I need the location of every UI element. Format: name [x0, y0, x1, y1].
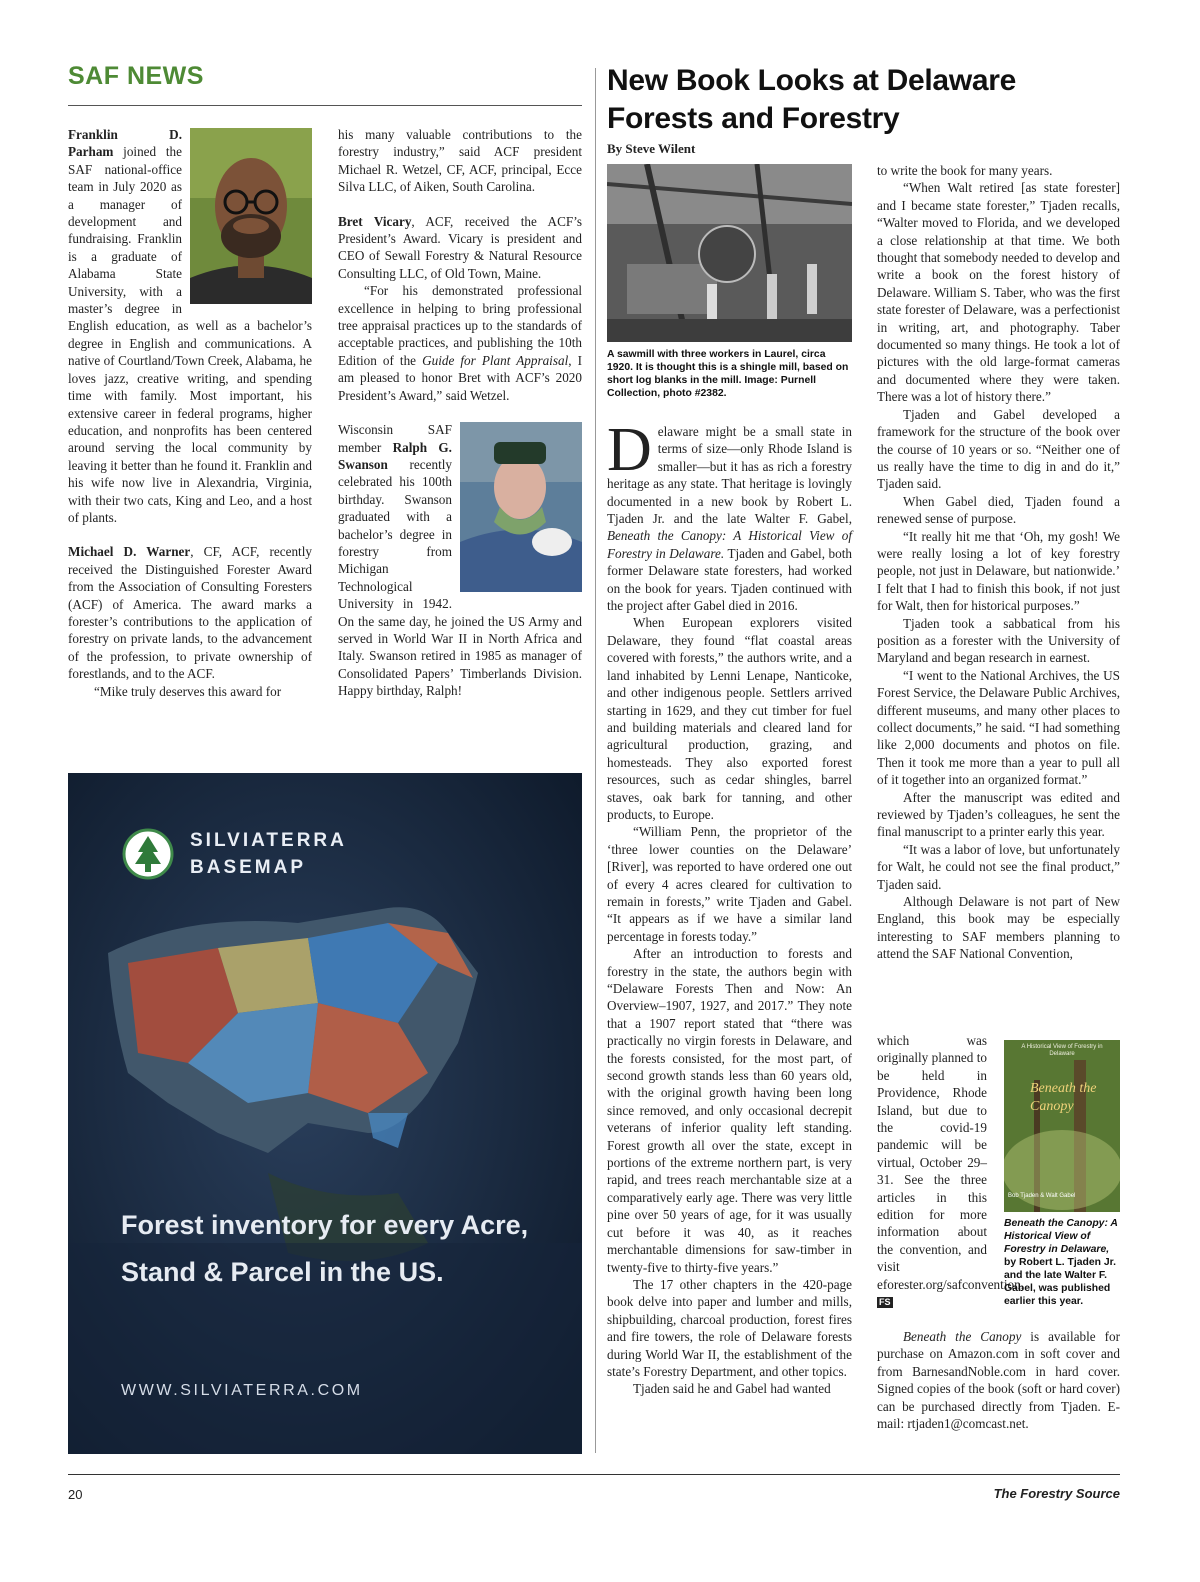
book-cover-title: Beneath the Canopy: [1030, 1081, 1097, 1114]
vicary-text: , ACF, received the ACF’s President’s Award. Vicary is president and CEO of Sewall Forestry & Natural Resource Consulting LLC, of Old Town, Maine.: [338, 213, 582, 281]
article-para: The 17 other chapters in the 420-page book delve into paper and lumber and mills, shipbuilding, charcoal production, forest fires and fire towers, the role of Delaware forests during World War II, the establishment of the state’s Forestry Department, and other topics.: [607, 1276, 852, 1379]
article-para: After the manuscript was edited and reviewed by Tjaden’s colleagues, he sent the final manuscript to a printer early this year.: [877, 789, 1120, 840]
sawmill-photo: [607, 164, 852, 342]
parham-photo: [190, 128, 312, 304]
book-cover-subtitle: A Historical View of Forestry in Delaware: [1021, 1044, 1103, 1057]
ad-brand: [190, 827, 347, 881]
swanson-name: Ralph G. Swanson: [338, 439, 452, 472]
vicary-name: Bret Vicary: [338, 213, 412, 229]
article-byline: By Steve Wilent: [607, 141, 696, 156]
warner-name: Michael D. Warner: [68, 544, 191, 560]
availability-column: [877, 1328, 1120, 1432]
article-column-1: [607, 416, 852, 1398]
fs-end-mark: FS: [879, 1297, 891, 1308]
swanson-text-a: Wisconsin SAF member: [338, 422, 452, 455]
swanson-text-b: recently celebrated his 100th birthday. Swanson graduated with a bachelor’s degree in forestry from Michigan Technological University in 1942. On the same day, he joined the US Army and served in World War II in North Africa and Italy. Swanson retired in 1985 as manager of Consolidated Papers’ Timberlands Division. Happy birthday, Ralph!: [338, 456, 582, 699]
article-headline: New Book Looks at Delaware Forests and Forestry: [607, 64, 1016, 135]
page-number: 20: [68, 1487, 83, 1502]
book-cover: [1004, 1040, 1120, 1212]
availability-text: is available for purchase on Amazon.com in soft cover and from BarnesandNoble.com in hard cover. Signed copies of the book (soft or hard cover) can be purchased directly from Tjaden. E-mail: rtjaden1@comcast.net.: [877, 1329, 1121, 1432]
ad-tagline: Forest inventory for every Acre, Stand & Parcel in the US.: [121, 1210, 529, 1287]
article-column-2: [877, 162, 1120, 963]
article-para: When Gabel died, Tjaden found a renewed sense of purpose.: [877, 493, 1120, 527]
article-para: Tjaden said he and Gabel had wanted: [633, 1381, 831, 1397]
drop-cap: D: [607, 416, 652, 484]
availability-title: Beneath the Canopy: [903, 1329, 1022, 1344]
swanson-photo: [460, 422, 582, 592]
intro-text-a: elaware might be a small state in terms of size—only Rhode Island is smaller—but it has as rich a forestry heritage as any state. That heritage is lovingly documented in a new book by Robert L. Tjaden Jr. and the late Walter F. Gabel,: [607, 424, 852, 527]
article-para: to write the book for many years.: [877, 163, 1053, 178]
article-para: When European explorers visited Delaware, they found “flat coastal areas covered with forests,” the authors write, and a land inhabited by Lenni Lenape, Nanticoke, and other indigenous people. Settlers arrived starting in 1629, and they cut timber for fuel and building materials and cleared land for agricultural production, grazing, and homesteads. They also exported forest resources, such as cedar shingles, barrel staves, oak bark for tanning, and other products, to Europe.: [607, 615, 852, 822]
vicary-quote-title: Guide for Plant Appraisal: [422, 352, 569, 368]
book-caption-title: Beneath the Canopy: A Historical View of Forestry in Delaware,: [1004, 1218, 1118, 1255]
silviaterra-logo-icon: [120, 826, 176, 887]
article-para: “It was a labor of love, but unfortunately for Walt, he could not see the final product,” Tjaden said.: [877, 841, 1120, 892]
article-para: “I went to the National Archives, the US Forest Service, the Delaware Public Archives, different museums, and many other places to collect documents,” he said. “I had something like 2,000 documents and photos on file. Then it took me more than a year to pull all of it together into an organized format.”: [877, 667, 1120, 788]
book-caption: [1004, 1217, 1122, 1308]
convention-column: [877, 1032, 1024, 1311]
convention-text: which was originally planned to be held in Providence, Rhode Island, but due to the covid-19 pandemic will be virtual, October 29–31. See the three articles in this edition for more information about the convention, and visit eforester.org/safconvention.: [877, 1033, 1024, 1292]
column-divider: [595, 68, 596, 1453]
sawmill-caption: A sawmill with three workers in Laurel, circa 1920. It is thought this is a shingle mill, based on short log blanks in the mill. Image: Purnell Collection, photo #2382.: [607, 349, 849, 399]
section-title: SAF NEWS: [68, 62, 204, 90]
book-title-inline: Beneath the Canopy: A Historical View of Forestry in Delaware.: [607, 528, 852, 561]
article-para: Tjaden took a sabbatical from his position as a forester with the University of Maryland and began research in earnest.: [877, 615, 1120, 666]
warner-quote-cont: his many valuable contributions to the forestry industry,” said ACF president Michael R. Wetzel, CF, ACF, principal, Ecce Silva LLC, of Aiken, South Carolina.: [338, 127, 582, 195]
warner-text: , CF, ACF, recently received the Distinguished Forester Award from the Association of Consulting Foresters (ACF) of America. The award marks a forester’s contributions to the application of forestry on private lands, to the advancement of the profession, to private ownership of forestlands, and to the ACF.: [68, 544, 312, 682]
intro-text-b: Tjaden and Gabel, both former Delaware state foresters, had worked on the book for years. Tjaden continued with the project after Gabel died in 2016.: [607, 545, 852, 614]
warner-quote: “Mike truly deserves this award for: [94, 683, 282, 699]
book-caption-text: by Robert L. Tjaden Jr. and the late Walter F. Gabel, was published earlier this year.: [1004, 1257, 1117, 1307]
article-para: “When Walt retired [as state forester] and I became state forester,” Tjaden recalls, “Walter moved to Florida, and we developed a close relationship at that time. We both thought that somebody needed to develop and write a book on the forest history of Delaware. William S. Taber, who was the first state forester of Delaware, was a perfectionist in writing, art, and photography. Taber documented so many things. He took a lot of pictures with the old large-format cameras and documented where they were taken. There was a lot of history there.”: [877, 180, 1120, 405]
parham-text: joined the SAF national-office team in July 2020 as a manager of development and fundraising. Franklin is a graduate of Alabama State University, with a master’s degree in English education, as well as a bachelor’s degree in English and communications. A native of Courtland/Town Creek, Alabama, he loves jazz, creative writing, and spending time with family. Most important, his extensive career in federal programs, higher education, and nonprofits has been centered around serving the local community by leaving it better than he found it. Franklin and his wife now live in Alexandria, Virginia, with their two cats, King and Leo, and a host of plants.: [68, 144, 312, 525]
ad-brand-line1: SILVIATERRA: [190, 830, 347, 851]
book-cover-authors: Bob Tjaden & Walt Gabel: [1008, 1193, 1076, 1199]
footer-rule: [68, 1474, 1120, 1475]
left-column: [68, 126, 312, 700]
article-para: After an introduction to forests and forestry in the state, the authors begin with “Delaware Forests Then and Now: An Overview–1907, 1927, and 2017.” They note that a 1907 report stated that “there was practically no virgin forests in Delaware, and the forests consisted, for the most part, of second growth stands less than 60 years old, with the original growth having been long since removed, and only occasional decrepit veterans of inferior quality left standing. Forest growth all over the state, except in portions of the extreme northern part, is very rapid, and trees reach merchantable size at a comparatively early age. There was very little pine over 50 years of age, for it was usually cut before it was 40, as it reaches merchantable dimensions for saw-timber in twenty-five to thirty-five years.”: [607, 946, 852, 1275]
article-para: Although Delaware is not part of New England, this book may be especially interesting to SAF members planning to attend the SAF National Convention,: [877, 894, 1120, 962]
vicary-quote-b: , I am pleased to honor Bret with ACF’s 2020 President’s Award,” said Wetzel.: [338, 352, 582, 403]
publication-name: The Forestry Source: [993, 1486, 1120, 1501]
parham-name: Franklin D. Parham: [68, 127, 182, 160]
vicary-quote-a: “For his demonstrated professional excellence in helping to bring professional tree appraisal practices up to the standards of acceptable practices, and publishing the 10th Edition of the: [338, 283, 582, 368]
ad-url-link[interactable]: WWW.SILVIATERRA.COM: [121, 1382, 363, 1399]
article-para: “It really hit me that ‘Oh, my gosh! We were really losing a lot of key forestry people, not just in Delaware, but nationwide.’ I felt that I had to finish this book, if not just for Walt, then for historical purposes.”: [877, 528, 1120, 614]
article-para: “William Penn, the proprietor of the ‘three lower counties on the Delaware’ [River], was reported to have ordered one out of every 4 acres cleared for cultivation to remain in forests,” write Tjaden and Gabel. “It appears as if we have a similar land percentage in forests today.”: [607, 824, 852, 944]
section-rule: [68, 105, 582, 106]
ad-brand-line2: BASEMAP: [190, 857, 307, 878]
middle-column: [338, 126, 582, 700]
article-para: Tjaden and Gabel developed a framework for the structure of the book over the course of 10 years or so. “Neither one of us really have the time to dig in and do it,” Tjaden said.: [877, 406, 1120, 492]
